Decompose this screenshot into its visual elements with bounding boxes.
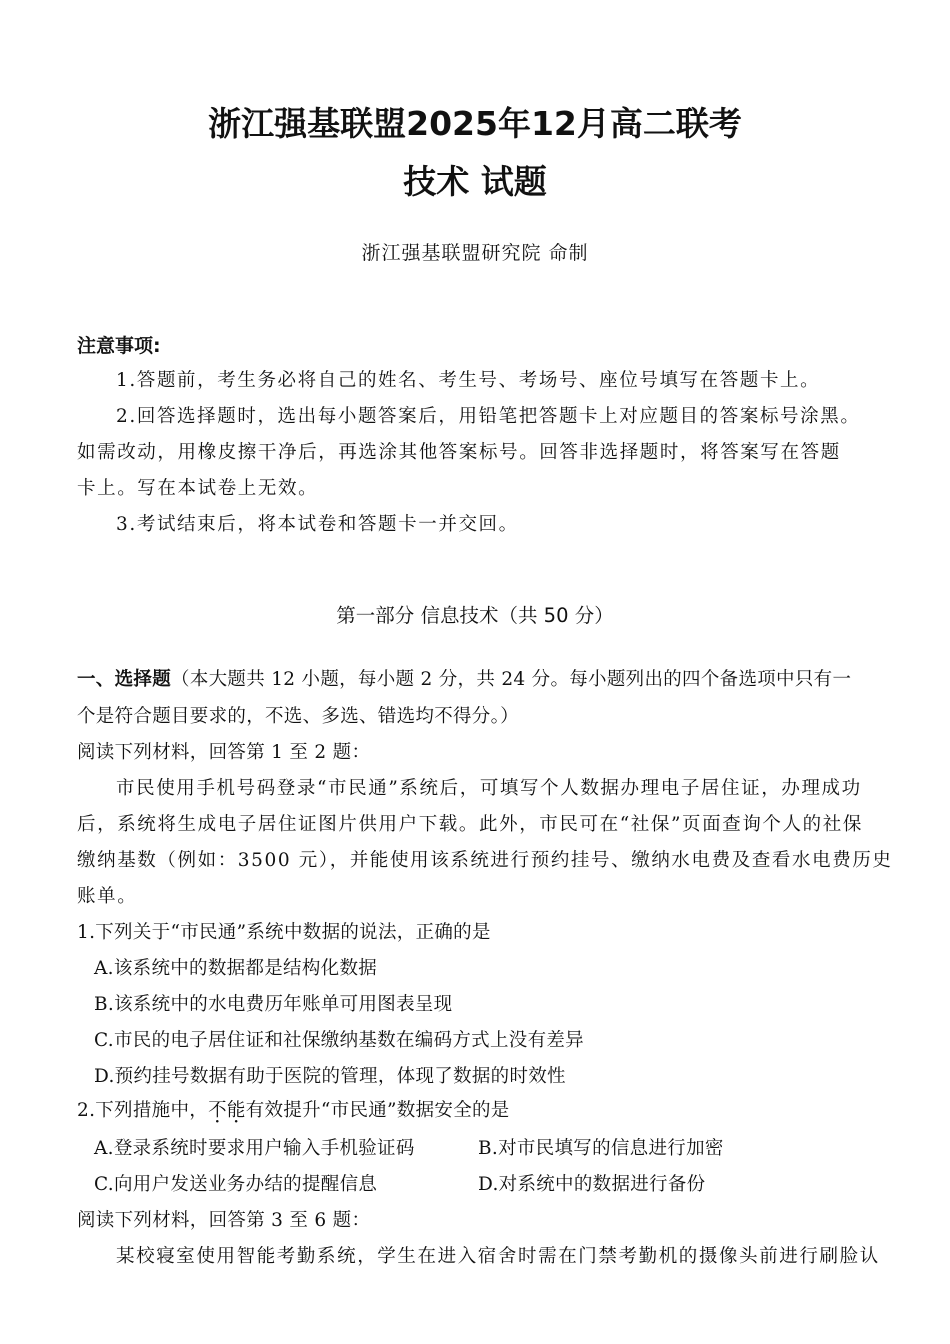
exam-title: 浙江强基联盟2025年12月高二联考 <box>208 104 742 143</box>
notice-item-2-line-3: 卡上。写在本试卷上无效。 <box>77 478 319 499</box>
question-1-option-b: B.该系统中的水电费历年账单可用图表呈现 <box>94 994 453 1015</box>
exam-author: 浙江强基联盟研究院 命制 <box>361 242 589 264</box>
notice-item-1: 1.答题前，考生务必将自己的姓名、考生号、考场号、座位号填写在答题卡上。 <box>116 370 821 391</box>
notice-item-3: 3.考试结束后，将本试卷和答题卡一并交回。 <box>116 514 519 535</box>
question-1-stem: 1.下列关于“市民通”系统中数据的说法，正确的是 <box>77 922 491 943</box>
question-1-option-d: D.预约挂号数据有助于医院的管理，体现了数据的时效性 <box>94 1066 566 1087</box>
emphasis-char-neng: 能 <box>226 1100 246 1121</box>
section-one-desc-line-1: （本大题共 12 小题，每小题 2 分，共 24 分。每小题列出的四个备选项中只有一 <box>171 669 852 690</box>
question-2-option-a: A.登录系统时要求用户输入手机验证码 <box>94 1138 415 1159</box>
material-1-line-1: 市民使用手机号码登录“市民通”系统后，可填写个人数据办理电子居住证，办理成功 <box>116 778 862 799</box>
question-2-stem <box>77 1096 510 1122</box>
reading-prompt-1: 阅读下列材料，回答第 1 至 2 题： <box>77 742 371 763</box>
notice-item-2-line-2: 如需改动，用橡皮擦干净后，再选涂其他答案标号。回答非选择题时，将答案写在答题 <box>77 442 841 463</box>
question-2-option-d: D.对系统中的数据进行备份 <box>478 1174 706 1195</box>
question-2-stem-prefix: 2.下列措施中， <box>77 1100 209 1121</box>
notice-item-2-line-1: 2.回答选择题时，选出每小题答案后，用铅笔把答题卡上对应题目的答案标号涂黑。 <box>116 406 861 427</box>
exam-subtitle: 技术 试题 <box>403 162 547 201</box>
question-2-stem-suffix: 有效提升“市民通”数据安全的是 <box>245 1100 510 1121</box>
material-1-line-3: 缴纳基数（例如：3500 元），并能使用该系统进行预约挂号、缴纳水电费及查看水电费历史 <box>77 850 893 871</box>
section-one-desc-line-2: 个是符合题目要求的，不选、多选、错选均不得分。） <box>77 706 519 727</box>
emphasis-char-bu: 不 <box>208 1100 227 1121</box>
material-1-line-4: 账单。 <box>77 886 138 907</box>
question-2-option-c: C.向用户发送业务办结的提醒信息 <box>94 1174 378 1195</box>
question-2-option-b: B.对市民填写的信息进行加密 <box>478 1138 724 1159</box>
reading-prompt-2: 阅读下列材料，回答第 3 至 6 题： <box>77 1210 371 1231</box>
question-1-option-a: A.该系统中的数据都是结构化数据 <box>94 958 378 979</box>
notice-heading: 注意事项: <box>77 335 161 357</box>
question-1-option-c: C.市民的电子居住证和社保缴纳基数在编码方式上没有差异 <box>94 1030 584 1051</box>
part-one-title: 第一部分 信息技术（共 50 分） <box>336 604 614 627</box>
section-one-label: 一、选择题 <box>77 669 172 690</box>
material-2-line-1: 某校寝室使用智能考勤系统，学生在进入宿舍时需在门禁考勤机的摄像头前进行刷脸认 <box>116 1246 880 1267</box>
section-one-intro <box>77 665 851 691</box>
material-1-line-2: 后，系统将生成电子居住证图片供用户下载。此外，市民可在“社保”页面查询个人的社保 <box>77 814 863 835</box>
